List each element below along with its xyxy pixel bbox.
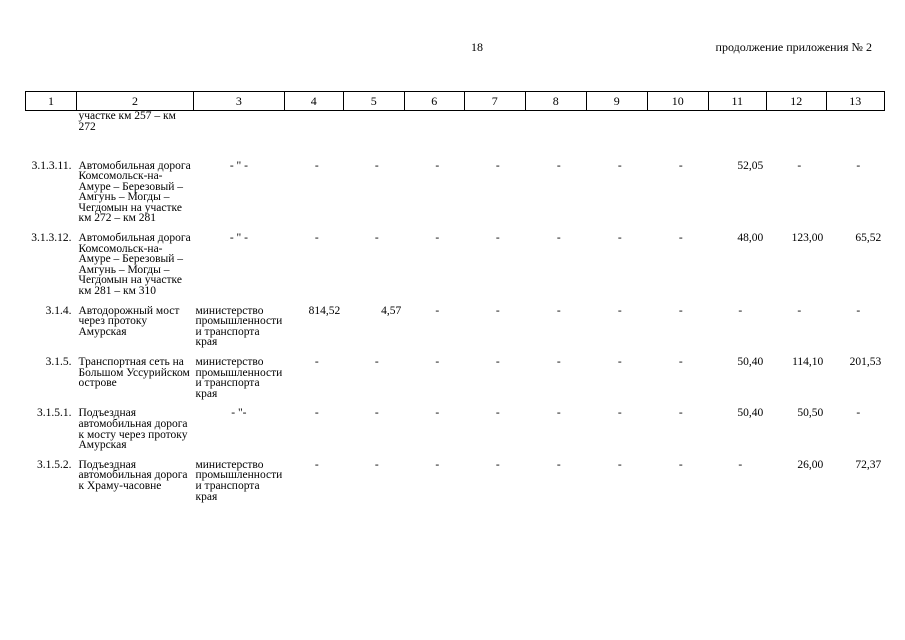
- row-value: [464, 111, 525, 159]
- row-code: 3.1.4.: [45, 304, 72, 317]
- row-value: -: [435, 159, 440, 172]
- row-value: -: [435, 458, 440, 471]
- row-code: 3.1.5.: [45, 356, 72, 368]
- row-value: 4,57: [381, 304, 402, 317]
- table-row: [26, 231, 885, 304]
- row-name: Транспортная сеть на Большом Уссурийском острове: [78, 356, 190, 390]
- row-value: -: [374, 159, 379, 172]
- row-value: -: [495, 458, 500, 471]
- row-value: 52,05: [737, 159, 764, 172]
- table-row: [26, 304, 885, 355]
- column-header: 11: [708, 92, 766, 111]
- row-value: -: [678, 159, 683, 172]
- row-name: участке км 257 – км 272: [78, 110, 176, 133]
- row-value: -: [738, 304, 743, 317]
- row-name: Подъездная автомобильная дорога к Храму-часовне: [78, 458, 188, 492]
- row-executor: [194, 111, 285, 159]
- row-value: -: [495, 356, 500, 368]
- row-executor: министерство промышленности и транспорта края: [195, 356, 283, 400]
- row-value: -: [738, 458, 743, 471]
- row-value: -: [374, 407, 379, 420]
- row-value: 50,40: [737, 407, 764, 420]
- row-value: -: [314, 356, 319, 368]
- column-header: 9: [586, 92, 647, 111]
- row-name: Автомобильная дорога Комсомольск-на-Амуре – Березовый – Амгунь – Могды – Чегдомын на участке км 281 – км 310: [78, 232, 191, 298]
- row-value: 50,50: [797, 407, 824, 420]
- page-number: 18: [471, 40, 483, 54]
- row-value: -: [617, 356, 622, 368]
- row-value: [766, 111, 826, 159]
- row-value: [343, 111, 404, 159]
- data-table: [25, 91, 885, 509]
- row-value: -: [495, 304, 500, 317]
- row-value: -: [495, 407, 500, 420]
- row-value: -: [856, 159, 861, 172]
- row-executor: - " -: [229, 159, 248, 172]
- table-row: [26, 458, 885, 509]
- row-value: [404, 111, 464, 159]
- row-value: 50,40: [737, 356, 764, 368]
- column-header: 7: [464, 92, 525, 111]
- row-value: -: [435, 407, 440, 420]
- column-header: 8: [525, 92, 586, 111]
- column-header: 3: [194, 92, 285, 111]
- row-value: -: [314, 159, 319, 172]
- row-value: -: [678, 304, 683, 317]
- row-value: 123,00: [791, 232, 824, 245]
- row-value: 48,00: [737, 232, 764, 245]
- row-value: -: [374, 458, 379, 471]
- row-value: -: [495, 159, 500, 172]
- row-code: 3.1.5.2.: [37, 458, 72, 471]
- row-value: [708, 111, 766, 159]
- column-header: 4: [284, 92, 343, 111]
- row-value: [525, 111, 586, 159]
- column-header: 10: [647, 92, 708, 111]
- row-value: -: [374, 356, 379, 368]
- row-value: -: [556, 458, 561, 471]
- continuation-label: продолжение приложения № 2: [715, 40, 872, 54]
- row-value: 814,52: [308, 304, 341, 317]
- row-code: 3.1.3.11.: [31, 159, 72, 172]
- row-value: -: [495, 232, 500, 245]
- row-value: -: [678, 356, 683, 368]
- row-value: 201,53: [849, 356, 882, 368]
- row-value: -: [797, 159, 802, 172]
- row-value: -: [856, 407, 861, 420]
- column-header: 5: [343, 92, 404, 111]
- column-header: 12: [766, 92, 826, 111]
- row-executor: министерство промышленности и транспорта края: [195, 304, 283, 349]
- row-value: -: [374, 232, 379, 245]
- header-row: [26, 92, 885, 111]
- column-header: 2: [77, 92, 194, 111]
- row-value: [647, 111, 708, 159]
- row-code: [26, 111, 77, 159]
- row-value: [586, 111, 647, 159]
- table-row: [26, 159, 885, 232]
- row-value: [284, 111, 343, 159]
- row-name: Подъездная автомобильная дорога к мосту через протоку Амурская: [78, 407, 188, 452]
- row-value: -: [556, 159, 561, 172]
- column-header: 6: [404, 92, 464, 111]
- row-value: -: [556, 304, 561, 317]
- row-value: -: [678, 407, 683, 420]
- row-value: -: [435, 232, 440, 245]
- row-value: -: [678, 458, 683, 471]
- table-row: [26, 406, 885, 457]
- row-value: -: [314, 232, 319, 245]
- row-value: 26,00: [797, 458, 824, 471]
- row-value: 114,10: [792, 356, 824, 368]
- row-code: 3.1.3.12.: [31, 232, 72, 245]
- table-body: [26, 111, 885, 510]
- row-value: -: [435, 356, 440, 368]
- row-executor: - "-: [231, 407, 247, 420]
- row-name: Автодорожный мост через протоку Амурская: [78, 304, 180, 338]
- row-value: -: [856, 304, 861, 317]
- row-value: 72,37: [855, 458, 882, 471]
- row-code: 3.1.5.1.: [37, 407, 72, 420]
- column-header: 1: [26, 92, 77, 111]
- row-value: -: [617, 304, 622, 317]
- table-row: [26, 355, 885, 406]
- row-value: -: [314, 458, 319, 471]
- table-header: [26, 92, 885, 111]
- row-executor: министерство промышленности и транспорта края: [195, 458, 283, 503]
- row-value: 65,52: [855, 232, 882, 245]
- row-executor: - " -: [229, 232, 248, 245]
- row-value: -: [435, 304, 440, 317]
- row-value: -: [797, 304, 802, 317]
- table-row: [26, 111, 885, 159]
- column-header: 13: [826, 92, 884, 111]
- row-value: -: [678, 232, 683, 245]
- row-name: Автомобильная дорога Комсомольск-на-Амуре – Березовый – Амгунь – Могды – Чегдомын на участке км 272 – км 281: [78, 159, 191, 225]
- row-value: -: [314, 407, 319, 420]
- row-value: -: [617, 458, 622, 471]
- row-value: -: [556, 407, 561, 420]
- row-value: [826, 111, 884, 159]
- row-value: -: [617, 407, 622, 420]
- row-value: -: [556, 232, 561, 245]
- row-value: -: [617, 159, 622, 172]
- row-value: -: [556, 356, 561, 368]
- row-value: -: [617, 232, 622, 245]
